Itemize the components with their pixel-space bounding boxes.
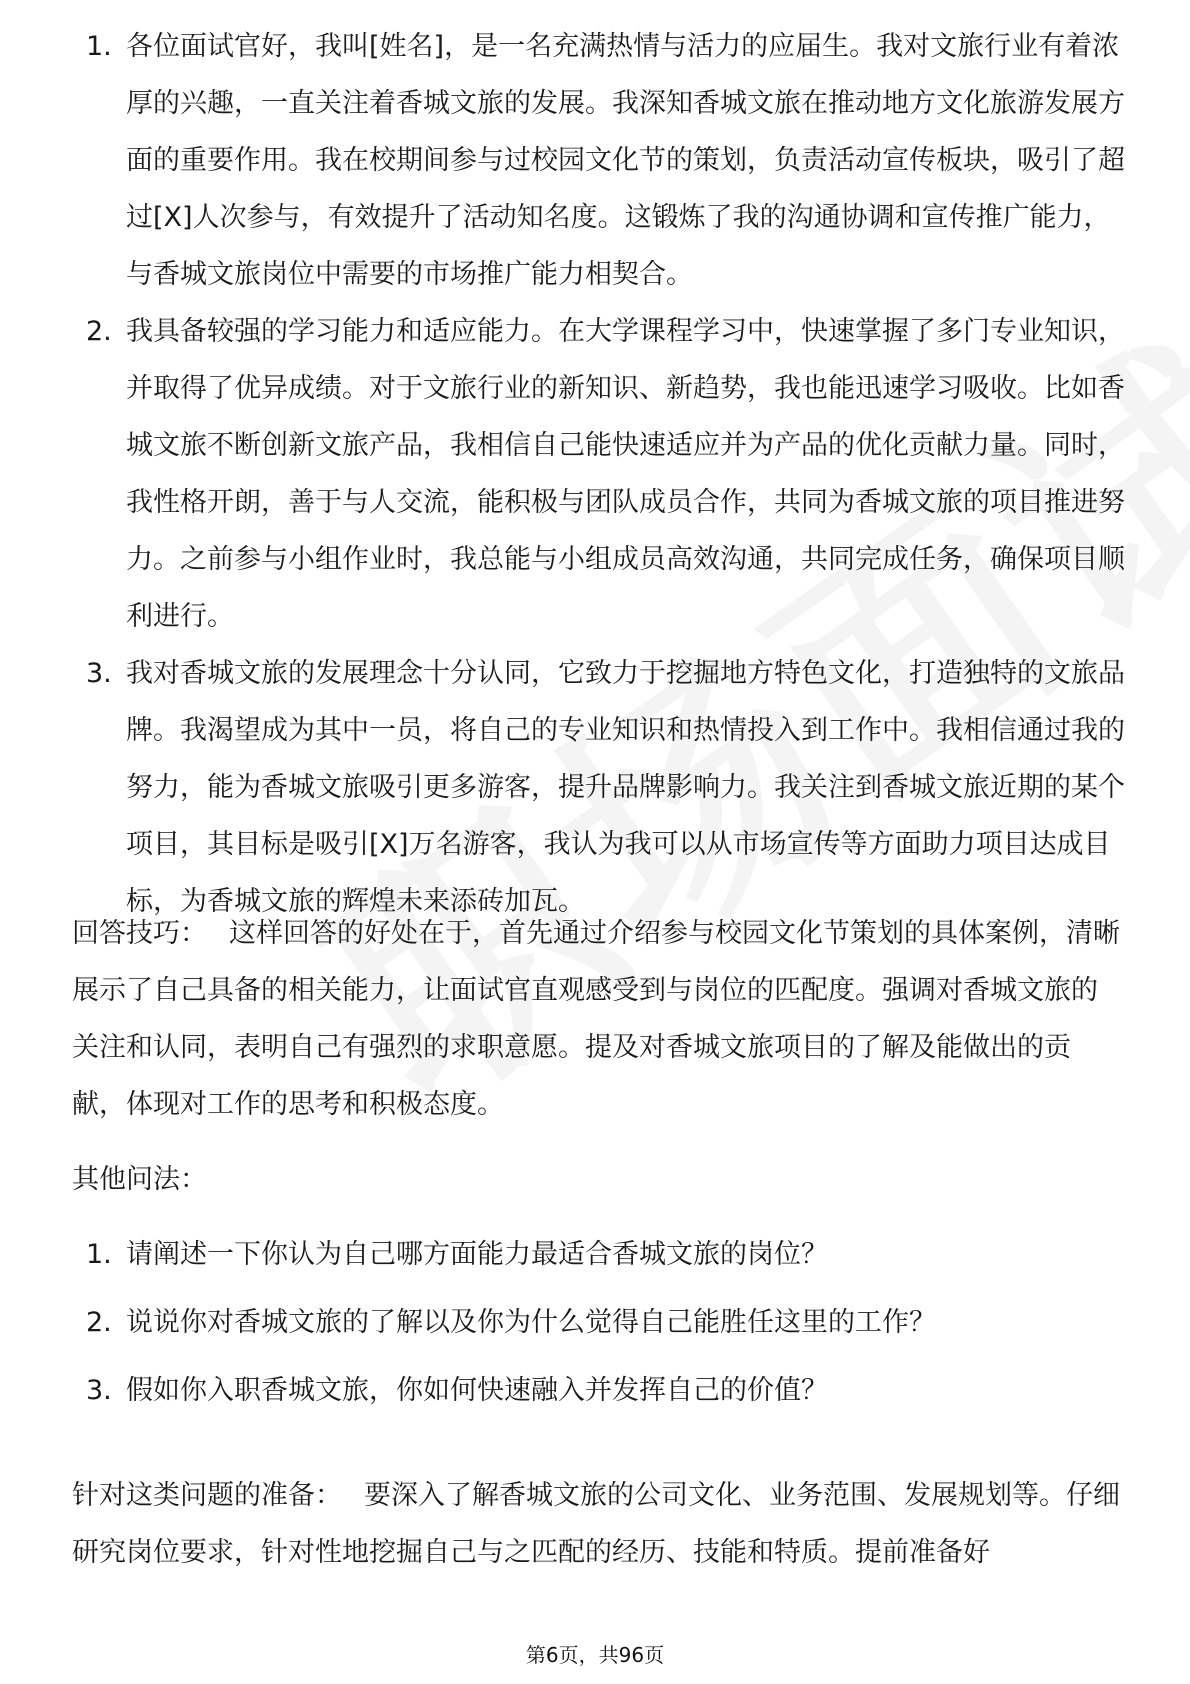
list-item (70, 1303, 1130, 1343)
list-number: 3. (86, 658, 112, 689)
list-text: 我具备较强的学习能力和适应能力。在大学课程学习中，快速掌握了多门专业知识，并取得了优异成绩。对于文旅行业的新知识、新趋势，我也能迅速学习吸收。比如香城文旅不断创新文旅产品，我相信自己能快速适应并为产品的优化贡献力量。同时，我性格开朗，善于与人交流，能积极与团队成员合作，共同为香城文旅的项目推进努力。之前参与小组作业时，我总能与小组成员高效沟通，共同完成任务，确保项目顺利进行。 (126, 316, 1125, 632)
list-item (70, 1235, 1130, 1275)
prep-text: 要深入了解香城文旅的公司文化、业务范围、发展规划等。仔细研究岗位要求，针对性地挖掘自己与之匹配的经历、技能和特质。提前准备好 (72, 1480, 1120, 1568)
list-item (70, 303, 1130, 645)
list-number: 1. (86, 1239, 112, 1270)
list-text: 假如你入职香城文旅，你如何快速融入并发挥自己的价值？ (126, 1375, 828, 1406)
list-text: 我对香城文旅的发展理念十分认同，它致力于挖掘地方特色文化，打造独特的文旅品牌。我渴望成为其中一员，将自己的专业知识和热情投入到工作中。我相信通过我的努力，能为香城文旅吸引更多游客，提升品牌影响力。我关注到香城文旅近期的某个项目，其目标是吸引[X]万名游客，我认为我可以从市场宣传等方面助力项目达成目标，为香城文旅的辉煌未来添砖加瓦。 (126, 658, 1125, 917)
prep-label: 针对这类问题的准备： (72, 1480, 342, 1511)
list-text: 各位面试官好，我叫[姓名]，是一名充满热情与活力的应届生。我对文旅行业有着浓厚的兴趣，一直关注着香城文旅的发展。我深知香城文旅在推动地方文化旅游发展方面的重要作用。我在校期间参与过校园文化节的策划，负责活动宣传板块，吸引了超过[X]人次参与，有效提升了活动知名度。这锻炼了我的沟通协调和宣传推广能力，与香城文旅岗位中需要的市场推广能力相契合。 (126, 31, 1125, 290)
answer-list (70, 18, 1130, 930)
list-number: 2. (86, 1307, 112, 1338)
list-number: 2. (86, 316, 112, 347)
preparation-paragraph (72, 1467, 1122, 1581)
list-number: 1. (86, 31, 112, 62)
page-number: 第6页，共96页 (525, 1643, 665, 1667)
list-item (70, 645, 1130, 930)
tips-text: 这样回答的好处在于，首先通过介绍参与校园文化节策划的具体案例，清晰展示了自己具备的相关能力，让面试官直观感受到与岗位的匹配度。强调对香城文旅的关注和认同，表明自己有强烈的求职意愿。提及对香城文旅项目的了解及能做出的贡献，体现对工作的思考和积极态度。 (72, 918, 1120, 1120)
other-questions-heading: 其他问法： (72, 1164, 207, 1195)
answer-tips (72, 905, 1122, 1133)
list-number: 3. (86, 1375, 112, 1406)
other-questions-list (70, 1235, 1130, 1439)
list-text: 说说你对香城文旅的了解以及你为什么觉得自己能胜任这里的工作？ (126, 1307, 936, 1338)
list-item (70, 1371, 1130, 1411)
tips-label: 回答技巧： (72, 918, 207, 949)
list-text: 请阐述一下你认为自己哪方面能力最适合香城文旅的岗位？ (126, 1239, 828, 1270)
list-item (70, 18, 1130, 303)
